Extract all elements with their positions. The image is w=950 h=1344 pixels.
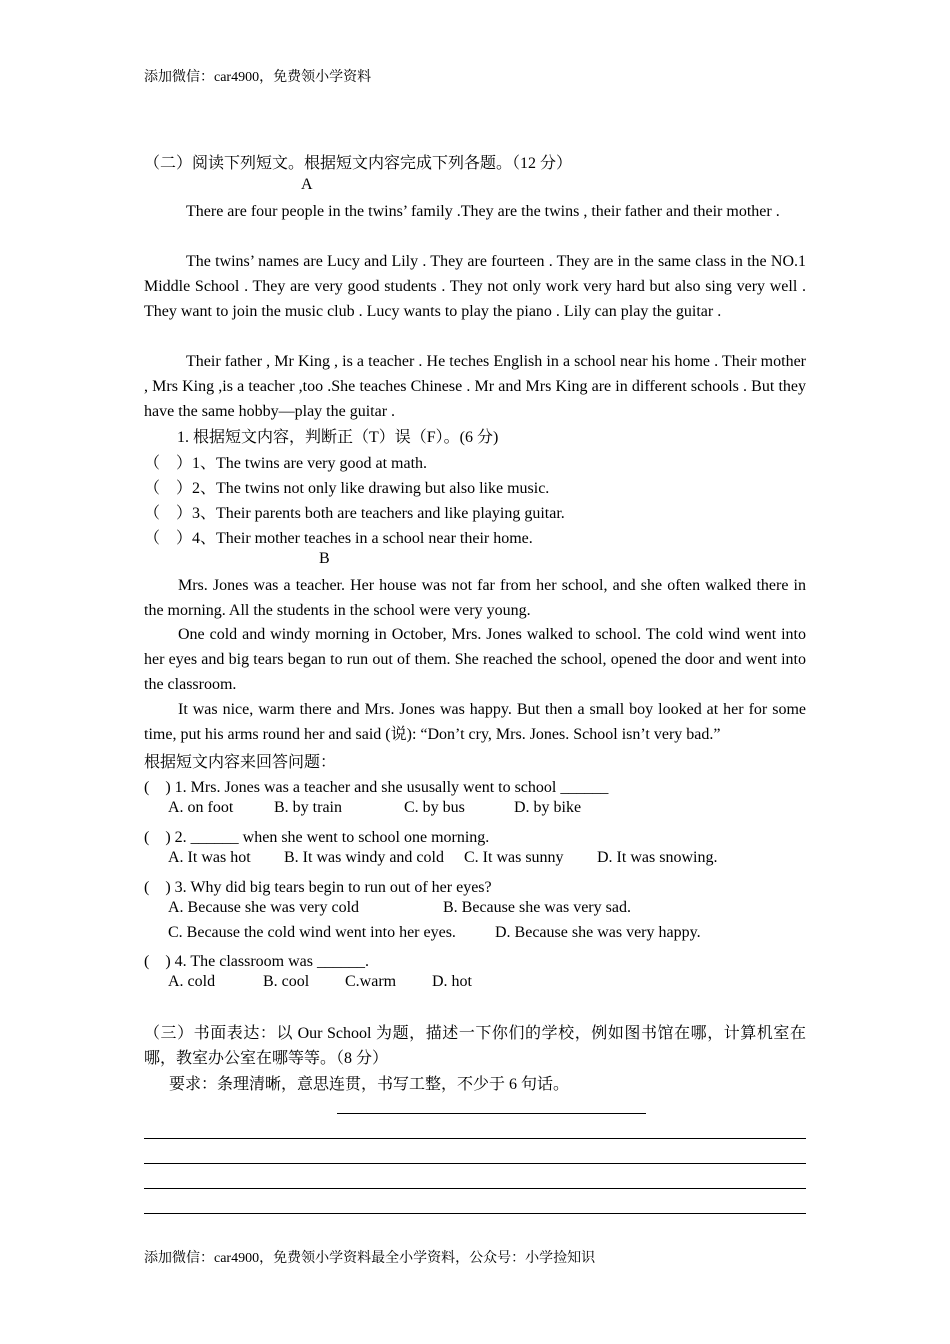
q1-option-a: A. on foot bbox=[168, 799, 234, 816]
q4-option-c: C.warm bbox=[345, 973, 397, 990]
q4-option-b: B. cool bbox=[263, 973, 310, 990]
section-2-title: （二）阅读下列短文。根据短文内容完成下列各题。（12 分） bbox=[144, 155, 573, 172]
q1-option-b: B. by train bbox=[274, 799, 342, 816]
tf-item-3: （ ）3、Their parents both are teachers and like playing guitar. bbox=[144, 505, 565, 522]
writing-line-2[interactable] bbox=[144, 1163, 806, 1164]
q4-option-d: D. hot bbox=[432, 973, 472, 990]
question-2: ( ) 2. ______ when she went to school one morning. bbox=[144, 829, 490, 846]
passage-a-paragraph-3: Their father , Mr King , is a teacher . He teches English in a school near his home . Their mother , Mrs King ,is a teacher ,too .She teaches Chinese . Mr and Mrs King are in different schools . But they have the same hobby—play the guitar . bbox=[144, 353, 806, 420]
q3-option-b: B. Because she was very sad. bbox=[443, 899, 631, 916]
q4-option-a: A. cold bbox=[168, 973, 216, 990]
q2-option-b: B. It was windy and cold bbox=[284, 849, 444, 866]
question-4: ( ) 4. The classroom was ______. bbox=[144, 953, 370, 970]
q3-option-c: C. Because the cold wind went into her eyes. bbox=[168, 924, 456, 941]
page-header: 添加微信：car4900，免费领小学资料 bbox=[144, 70, 372, 85]
q2-option-a: A. It was hot bbox=[168, 849, 251, 866]
writing-line-1[interactable] bbox=[144, 1138, 806, 1139]
writing-line-4[interactable] bbox=[144, 1213, 806, 1214]
passage-b-label: B bbox=[319, 550, 330, 567]
tf-item-2: （ ）2、The twins not only like drawing but also like music. bbox=[144, 480, 550, 497]
passage-b-paragraph-2: One cold and windy morning in October, Mrs. Jones walked to school. The cold wind went into her eyes and big tears began to run out of them. She reached the school, opened the door and went into the classroom. bbox=[144, 626, 806, 693]
passage-b-instruction: 根据短文内容来回答问题： bbox=[144, 754, 337, 771]
passage-b-paragraph-3: It was nice, warm there and Mrs. Jones was happy. But then a small boy looked at her for some time, put his arms round her and said (说): “Don’t cry, Mrs. Jones. School isn’t very bad.” bbox=[144, 701, 806, 743]
passage-a-paragraph-2: The twins’ names are Lucy and Lily . They are fourteen . They are in the same class in the NO.1 Middle School . They are very good students . They not only work very hard but also sing very well . They want to join the music club . Lucy wants to play the piano . Lily can play the guitar . bbox=[144, 253, 806, 320]
passage-a-label: A bbox=[301, 176, 313, 193]
tf-instruction: 1. 根据短文内容，判断正（T）误（F）。(6 分) bbox=[177, 429, 499, 446]
question-1: ( ) 1. Mrs. Jones was a teacher and she ususally went to school ______ bbox=[144, 779, 609, 796]
tf-item-1: （ ）1、The twins are very good at math. bbox=[144, 455, 428, 472]
question-3: ( ) 3. Why did big tears begin to run out of her eyes? bbox=[144, 879, 492, 896]
passage-b-paragraph-1: Mrs. Jones was a teacher. Her house was not far from her school, and she often walked there in the morning. All the students in the school were very young. bbox=[144, 577, 806, 619]
writing-line-3[interactable] bbox=[144, 1188, 806, 1189]
q2-option-c: C. It was sunny bbox=[464, 849, 564, 866]
passage-a-paragraph-1: There are four people in the twins’ family .They are the twins , their father and their mother . bbox=[186, 203, 780, 220]
section-3-title: （三）书面表达：以 Our School 为题，描述一下你们的学校，例如图书馆在哪，计算机室在哪，教室办公室在哪等等。（8 分） bbox=[144, 1025, 806, 1067]
q3-option-d: D. Because she was very happy. bbox=[495, 924, 701, 941]
q3-option-a: A. Because she was very cold bbox=[168, 899, 360, 916]
writing-title-line[interactable] bbox=[337, 1113, 646, 1114]
q1-option-d: D. by bike bbox=[514, 799, 582, 816]
q1-option-c: C. by bus bbox=[404, 799, 465, 816]
tf-item-4: （ ）4、Their mother teaches in a school near their home. bbox=[144, 530, 533, 547]
writing-requirement: 要求：条理清晰，意思连贯，书写工整，不少于 6 句话。 bbox=[169, 1076, 570, 1093]
page-footer: 添加微信：car4900，免费领小学资料最全小学资料，公众号：小学捡知识 bbox=[144, 1251, 596, 1266]
q2-option-d: D. It was snowing. bbox=[597, 849, 718, 866]
